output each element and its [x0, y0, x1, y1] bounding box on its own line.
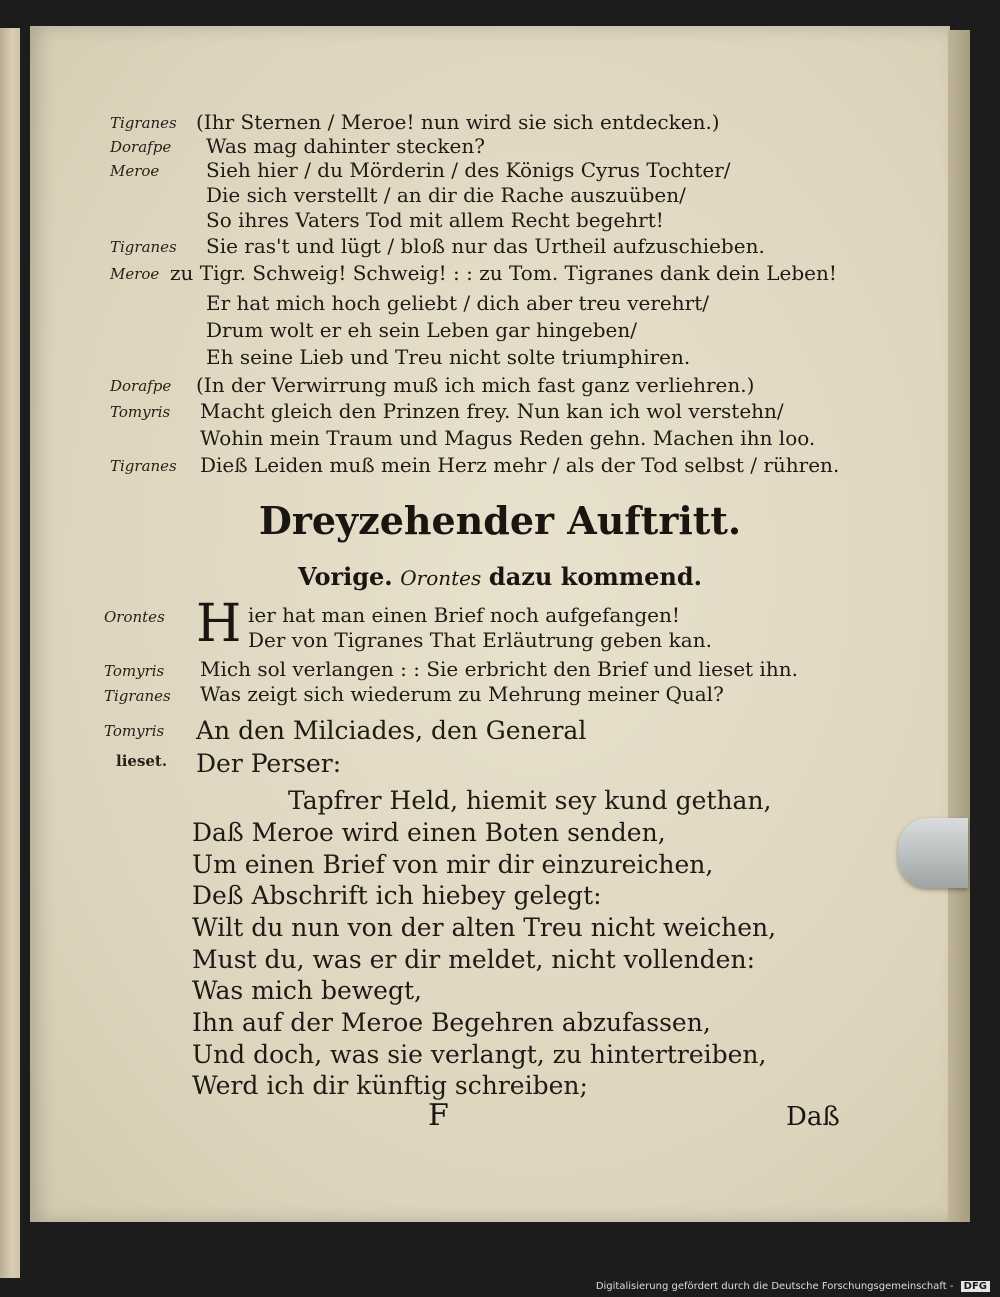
speaker-label: Tomyris — [104, 662, 165, 680]
letter-line: Ihn auf der Meroe Begehren abzufassen, — [192, 1008, 711, 1037]
verse-line: Er hat mich hoch geliebt / dich aber treu verehrt/ — [206, 291, 709, 315]
scene-subtitle — [0, 562, 1000, 591]
speaker-label: Orontes — [104, 608, 165, 626]
speaker-label: Tigranes — [110, 457, 177, 475]
signature-mark: F — [428, 1098, 449, 1133]
speaker-label: Tigranes — [110, 114, 177, 132]
verse-line: Was zeigt sich wiederum zu Mehrung meiner Qual? — [200, 682, 724, 706]
verse-line: So ihres Vaters Tod mit allem Recht begehrt! — [206, 208, 664, 232]
verse-line: zu Tigr. Schweig! Schweig! : : zu Tom. Tigranes dank dein Leben! — [170, 261, 837, 285]
drop-initial: H — [196, 594, 242, 654]
speaker-label: Dorafpe — [110, 377, 172, 395]
scene-subtitle-rest: dazu kommend. — [488, 562, 702, 591]
footer-credit — [596, 1281, 990, 1292]
letter-line: Tapfrer Held, hiemit sey kund gethan, — [288, 786, 772, 815]
speaker-label: Meroe — [110, 162, 160, 180]
scene-title: Dreyzehender Auftritt. — [258, 498, 742, 543]
scene-subtitle-vorige: Vorige. — [298, 562, 393, 591]
verse-line: Eh seine Lieb und Treu nicht solte triumphiren. — [206, 345, 691, 369]
letter-line: An den Milciades, den General — [196, 716, 587, 745]
verse-line: Dieß Leiden muß mein Herz mehr / als der Tod selbst / rühren. — [200, 453, 840, 477]
stage-direction: lieset. — [116, 752, 168, 770]
speaker-label: Tomyris — [110, 403, 171, 421]
verse-line: Sieh hier / du Mörderin / des Königs Cyrus Tochter/ — [206, 158, 731, 182]
verse-line: Macht gleich den Prinzen frey. Nun kan ich wol verstehn/ — [200, 399, 784, 423]
letter-line: Was mich bewegt, — [192, 976, 422, 1005]
speaker-label: Tomyris — [104, 722, 165, 740]
scene-subtitle-name: Orontes — [400, 566, 482, 590]
verse-line: Die sich verstellt / an dir die Rache auszuüben/ — [206, 183, 686, 207]
letter-line: Daß Meroe wird einen Boten senden, — [192, 818, 666, 847]
catchword: Daß — [786, 1102, 840, 1132]
letter-line: Must du, was er dir meldet, nicht vollenden: — [192, 945, 756, 974]
speaker-label: Dorafpe — [110, 138, 172, 156]
speaker-label: Tigranes — [110, 238, 177, 256]
verse-line: (Ihr Sternen / Meroe! nun wird sie sich entdecken.) — [196, 110, 720, 134]
verse-line: (In der Verwirrung muß ich mich fast ganz verliehren.) — [196, 373, 755, 397]
dfg-logo: DFG — [961, 1281, 990, 1292]
speaker-label: Tigranes — [104, 687, 171, 705]
letter-line: Um einen Brief von mir dir einzureichen, — [192, 850, 714, 879]
verse-line: ier hat man einen Brief noch aufgefangen! — [248, 603, 680, 627]
letter-line: Wilt du nun von der alten Treu nicht weichen, — [192, 913, 777, 942]
verse-line: Drum wolt er eh sein Leben gar hingeben/ — [206, 318, 638, 342]
letter-line: Werd ich dir künftig schreiben; — [192, 1071, 588, 1100]
verse-line: Mich sol verlangen : : Sie erbricht den Brief und lieset ihn. — [200, 657, 798, 681]
footer-text: Digitalisierung gefördert durch die Deutsche Forschungsgemeinschaft - — [595, 1281, 954, 1292]
verse-line: Was mag dahinter stecken? — [206, 134, 485, 158]
letter-line: Der Perser: — [196, 749, 342, 778]
letter-line: Und doch, was sie verlangt, zu hintertreiben, — [192, 1040, 767, 1069]
letter-line: Deß Abschrift ich hiebey gelegt: — [192, 881, 602, 910]
verse-line: Der von Tigranes That Erläutrung geben kan. — [248, 628, 712, 652]
verse-line: Wohin mein Traum und Magus Reden gehn. Machen ihn loo. — [200, 426, 816, 450]
speaker-label: Meroe — [110, 265, 160, 283]
verse-line: Sie ras't und lügt / bloß nur das Urtheil aufzuschieben. — [206, 234, 765, 258]
